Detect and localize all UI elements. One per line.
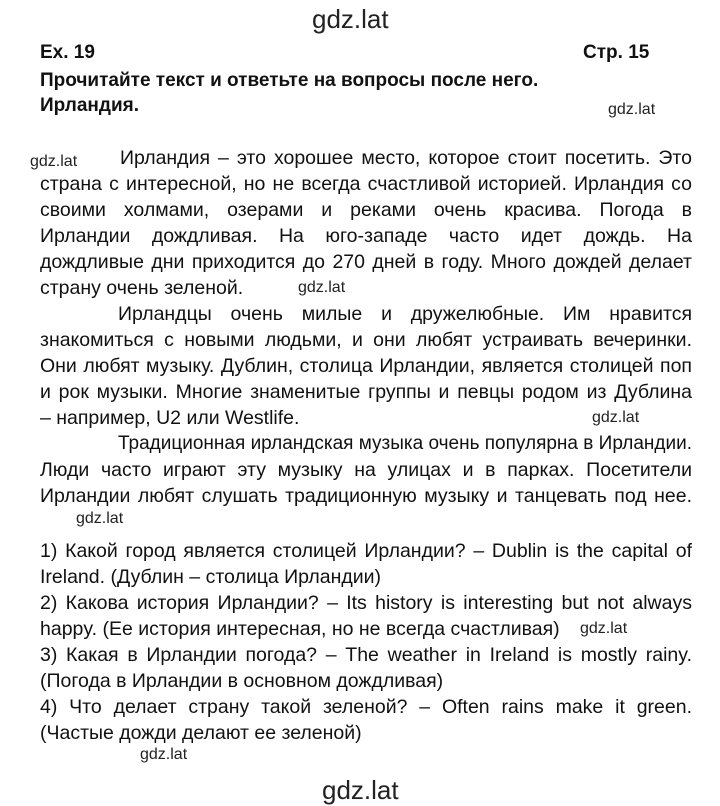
watermark-left-1: gdz.lat — [30, 153, 78, 170]
watermark-right-1: gdz.lat — [608, 101, 656, 118]
text-line: и рок музыки. Многие знаменитые группы и певцы родом из Дублина — [40, 381, 692, 403]
text-line: Ирландия – это хорошее место, которое стоит посетить. Это — [120, 147, 692, 169]
watermark-top: gdz.lat — [312, 4, 389, 34]
text-line: дождливые дни приходится до 270 дней в году. Много дождей делает — [40, 251, 692, 273]
text-line: Они любят музыку. Дублин, столица Ирландии, является столицей поп — [40, 355, 692, 377]
text-line: Люди часто играют эту музыку на улицах и в парках. Посетители — [40, 459, 692, 481]
text-line: своими холмами, озерами и реками очень красива. Погода в — [40, 199, 692, 221]
watermark-right-3: gdz.lat — [580, 620, 628, 637]
text-line: Ирландцы очень милые и дружелюбные. Им нравится — [118, 303, 692, 325]
watermark-left-2: gdz.lat — [76, 510, 124, 527]
text-title: Ирландия. — [40, 95, 140, 116]
watermark-bottom: gdz.lat — [322, 775, 399, 805]
watermark-left-3: gdz.lat — [140, 746, 188, 763]
answer-line: 2) Какова история Ирландии? – Its history is interesting but not always — [40, 592, 692, 614]
exercise-number: Ex. 19 — [40, 42, 95, 63]
answer-line: 4) Что делает страну такой зеленой? – Often rains make it green. — [40, 696, 692, 718]
text-line: Ирландии дождливая. На юго-западе часто идет дождь. На — [40, 225, 692, 247]
page-number: Стр. 15 — [583, 42, 650, 63]
text-line: знакомиться с новыми людьми, и они любят устраивать вечеринки. — [40, 329, 692, 351]
text-line: – например, U2 или Westlife. — [40, 407, 300, 429]
answer-line: happy. (Ее история интересная, но не всегда счастливая) — [40, 618, 560, 640]
watermark-mid-1: gdz.lat — [298, 279, 346, 296]
answer-line: (Частые дожди делают ее зеленой) — [40, 722, 362, 744]
answer-line: Ireland. (Дублин – столица Ирландии) — [40, 566, 381, 588]
answer-line: 1) Какой город является столицей Ирландии? – Dublin is the capital of — [40, 540, 692, 562]
answer-line: 3) Какая в Ирландии погода? – The weather in Ireland is mostly rainy. — [40, 644, 692, 666]
text-line: страну очень зеленой. — [40, 277, 244, 299]
answer-line: (Погода в Ирландии в основном дождливая) — [40, 670, 444, 692]
text-line: страна с интересной, но не всегда счастливой историей. Ирландия со — [40, 173, 692, 195]
text-line: Ирландии любят слушать традиционную музыку и танцевать под нее. — [40, 485, 692, 507]
text-line: Традиционная ирландская музыка очень популярна в Ирландии. — [118, 433, 692, 454]
watermark-right-2: gdz.lat — [592, 409, 640, 426]
task-instruction: Прочитайте текст и ответьте на вопросы после него. — [40, 70, 539, 91]
